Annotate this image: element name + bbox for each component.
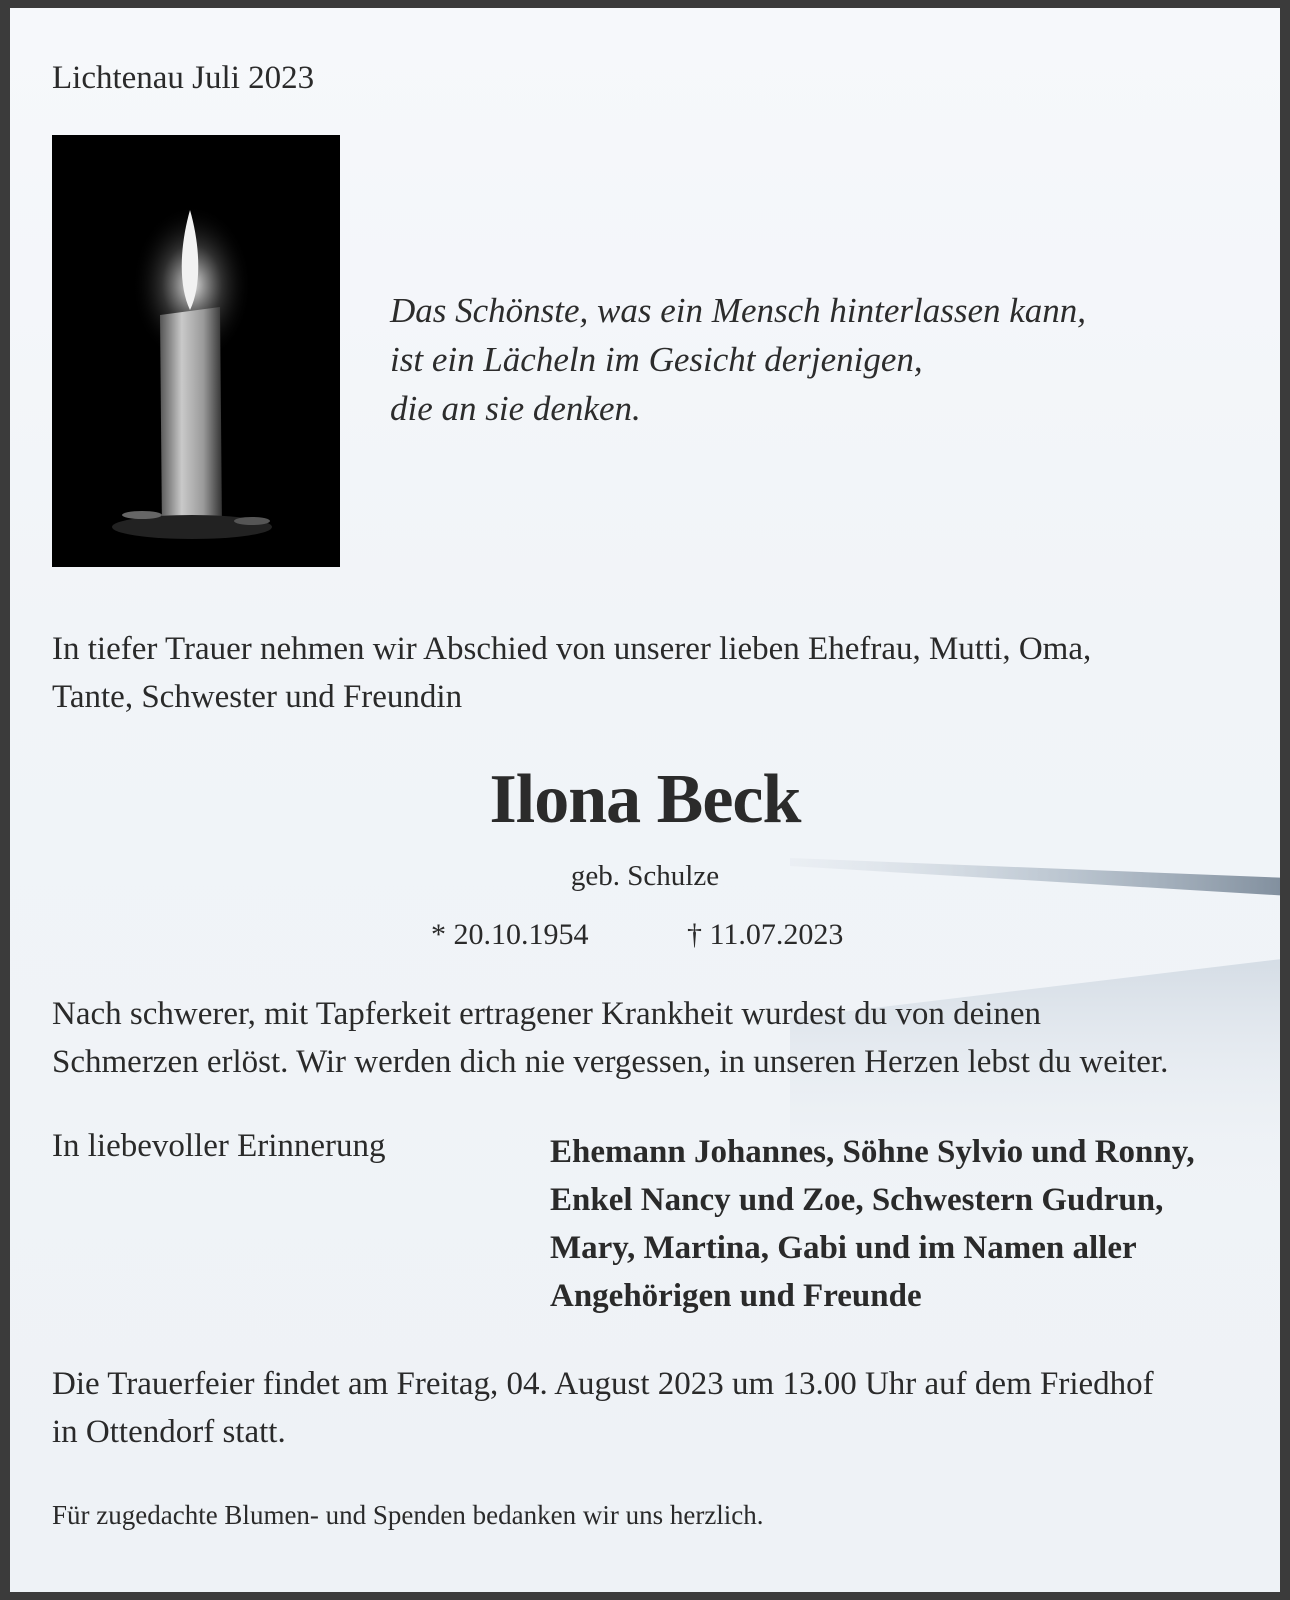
quote-line: ist ein Lächeln im Gesicht derjenigen, [390, 340, 923, 379]
memory-label: In liebevoller Erinnerung [52, 1128, 386, 1164]
deceased-name: Ilona Beck [489, 761, 801, 838]
quote-line: die an sie denken. [390, 389, 641, 428]
mourners-list [550, 1128, 1195, 1320]
quote-line: Das Schönste, was ein Mensch hinterlassen kann, [390, 291, 1087, 330]
memorial-quote [390, 286, 1086, 433]
intro-text [52, 625, 1091, 721]
funeral-info [52, 1360, 1154, 1456]
message-line: Schmerzen erlöst. Wir werden dich nie vergessen, in unseren Herzen lebst du weiter. [52, 1044, 1169, 1080]
mourners-line: Enkel Nancy und Zoe, Schwestern Gudrun, [550, 1182, 1164, 1218]
farewell-message [52, 990, 1168, 1086]
candle-photo [52, 135, 340, 567]
place-date: Lichtenau Juli 2023 [52, 60, 315, 96]
intro-line: In tiefer Trauer nehmen wir Abschied von unserer lieben Ehefrau, Mutti, Oma, [52, 631, 1092, 667]
birth-date: * 20.10.1954 [431, 918, 589, 951]
maiden-name: geb. Schulze [570, 860, 720, 892]
mourners-line: Mary, Martina, Gabi und im Namen aller [550, 1230, 1137, 1266]
death-date: † 11.07.2023 [687, 918, 844, 951]
mourners-line: Angehörigen und Freunde [550, 1278, 922, 1314]
ceremony-line: Die Trauerfeier findet am Freitag, 04. August 2023 um 13.00 Uhr auf dem Friedhof [52, 1366, 1154, 1402]
thanks-note: Für zugedachte Blumen- und Spenden bedanken wir uns herzlich. [52, 1500, 764, 1530]
mourners-line: Ehemann Johannes, Söhne Sylvio und Ronny, [550, 1134, 1195, 1170]
intro-line: Tante, Schwester und Freundin [52, 679, 463, 715]
ceremony-line: in Ottendorf statt. [52, 1414, 286, 1450]
message-line: Nach schwerer, mit Tapferkeit ertragener Krankheit wurdest du von deinen [52, 996, 1042, 1032]
obituary-notice [10, 8, 1280, 1592]
